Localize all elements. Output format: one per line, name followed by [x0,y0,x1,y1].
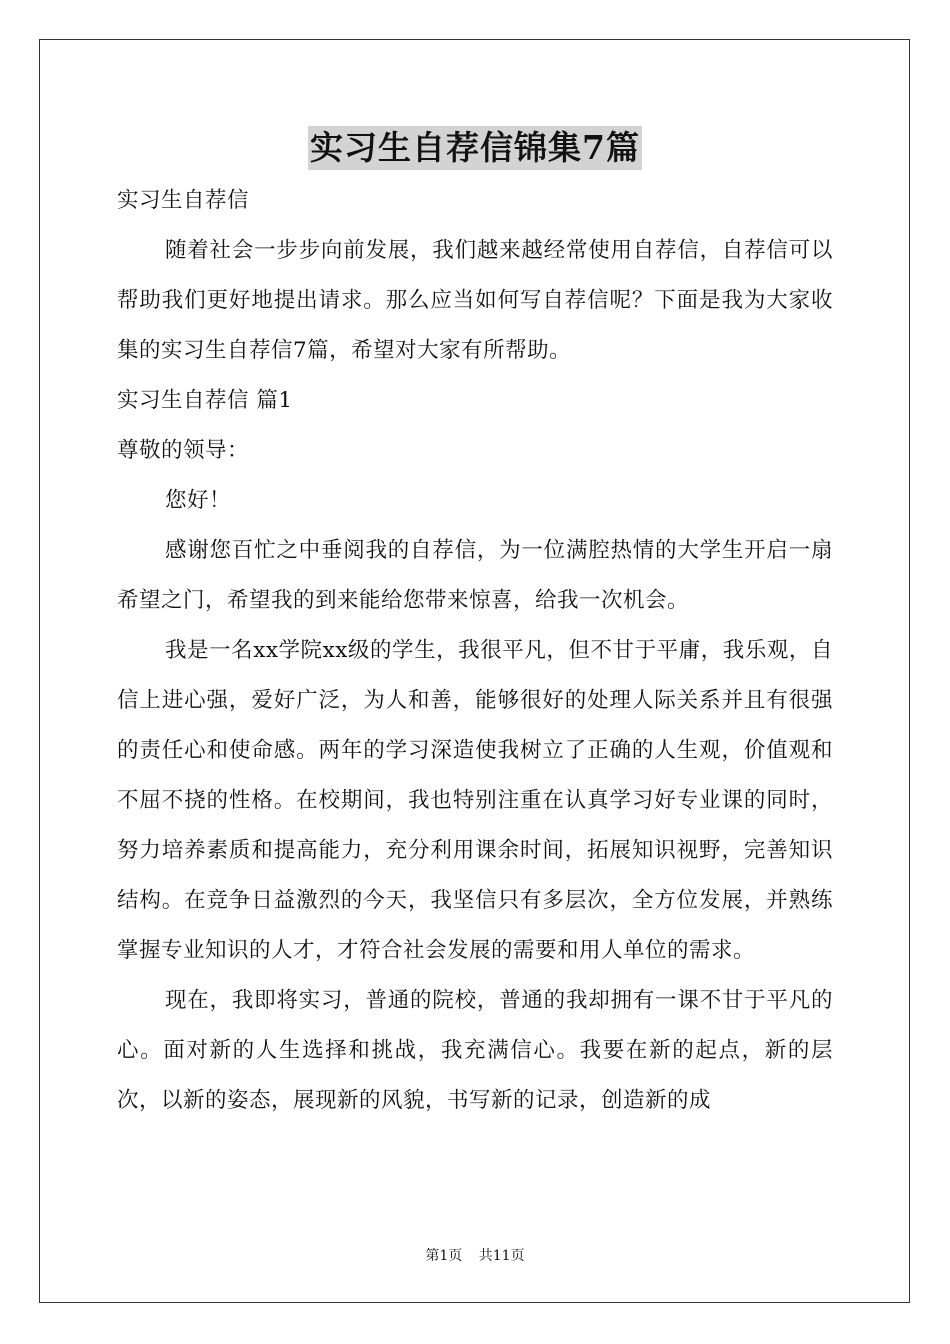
salutation: 尊敬的领导： [117,438,250,463]
title-container [0,126,950,170]
page-footer [0,1246,950,1266]
document-body [117,176,833,1126]
page-total: 共11页 [478,1248,525,1264]
page-number: 第1页 [425,1248,463,1264]
body-paragraph: 感谢您百忙之中垂阅我的自荐信，为一位满腔热情的大学生开启一扇希望之门，希望我的到来能给您带来惊喜，给我一次机会。 [117,538,833,613]
intro-paragraph: 随着社会一步步向前发展，我们越来越经常使用自荐信，自荐信可以帮助我们更好地提出请求。那么应当如何写自荐信呢？下面是我为大家收集的实习生自荐信7篇，希望对大家有所帮助。 [117,238,833,363]
body-paragraph: 现在，我即将实习，普通的院校，普通的我却拥有一课不甘于平凡的心。面对新的人生选择和挑战，我充满信心。我要在新的起点，新的层次，以新的姿态，展现新的风貌，书写新的记录，创造新的成 [117,988,833,1113]
section-title: 实习生自荐信 篇1 [117,388,293,413]
document-heading: 实习生自荐信 [117,188,250,213]
greeting: 您好！ [165,488,232,513]
body-paragraph: 我是一名xx学院xx级的学生，我很平凡，但不甘于平庸，我乐观，自信上进心强，爱好广泛，为人和善，能够很好的处理人际关系并且有很强的责任心和使命感。两年的学习深造使我树立了正确的人生观，价值观和不屈不挠的性格。在校期间，我也特别注重在认真学习好专业课的同时，努力培养素质和提高能力，充分利用课余时间，拓展知识视野，完善知识结构。在竞争日益激烈的今天，我坚信只有多层次，全方位发展，并熟练掌握专业知识的人才，才符合社会发展的需要和用人单位的需求。 [117,638,833,963]
document-title: 实习生自荐信锦集7篇 [308,126,642,170]
